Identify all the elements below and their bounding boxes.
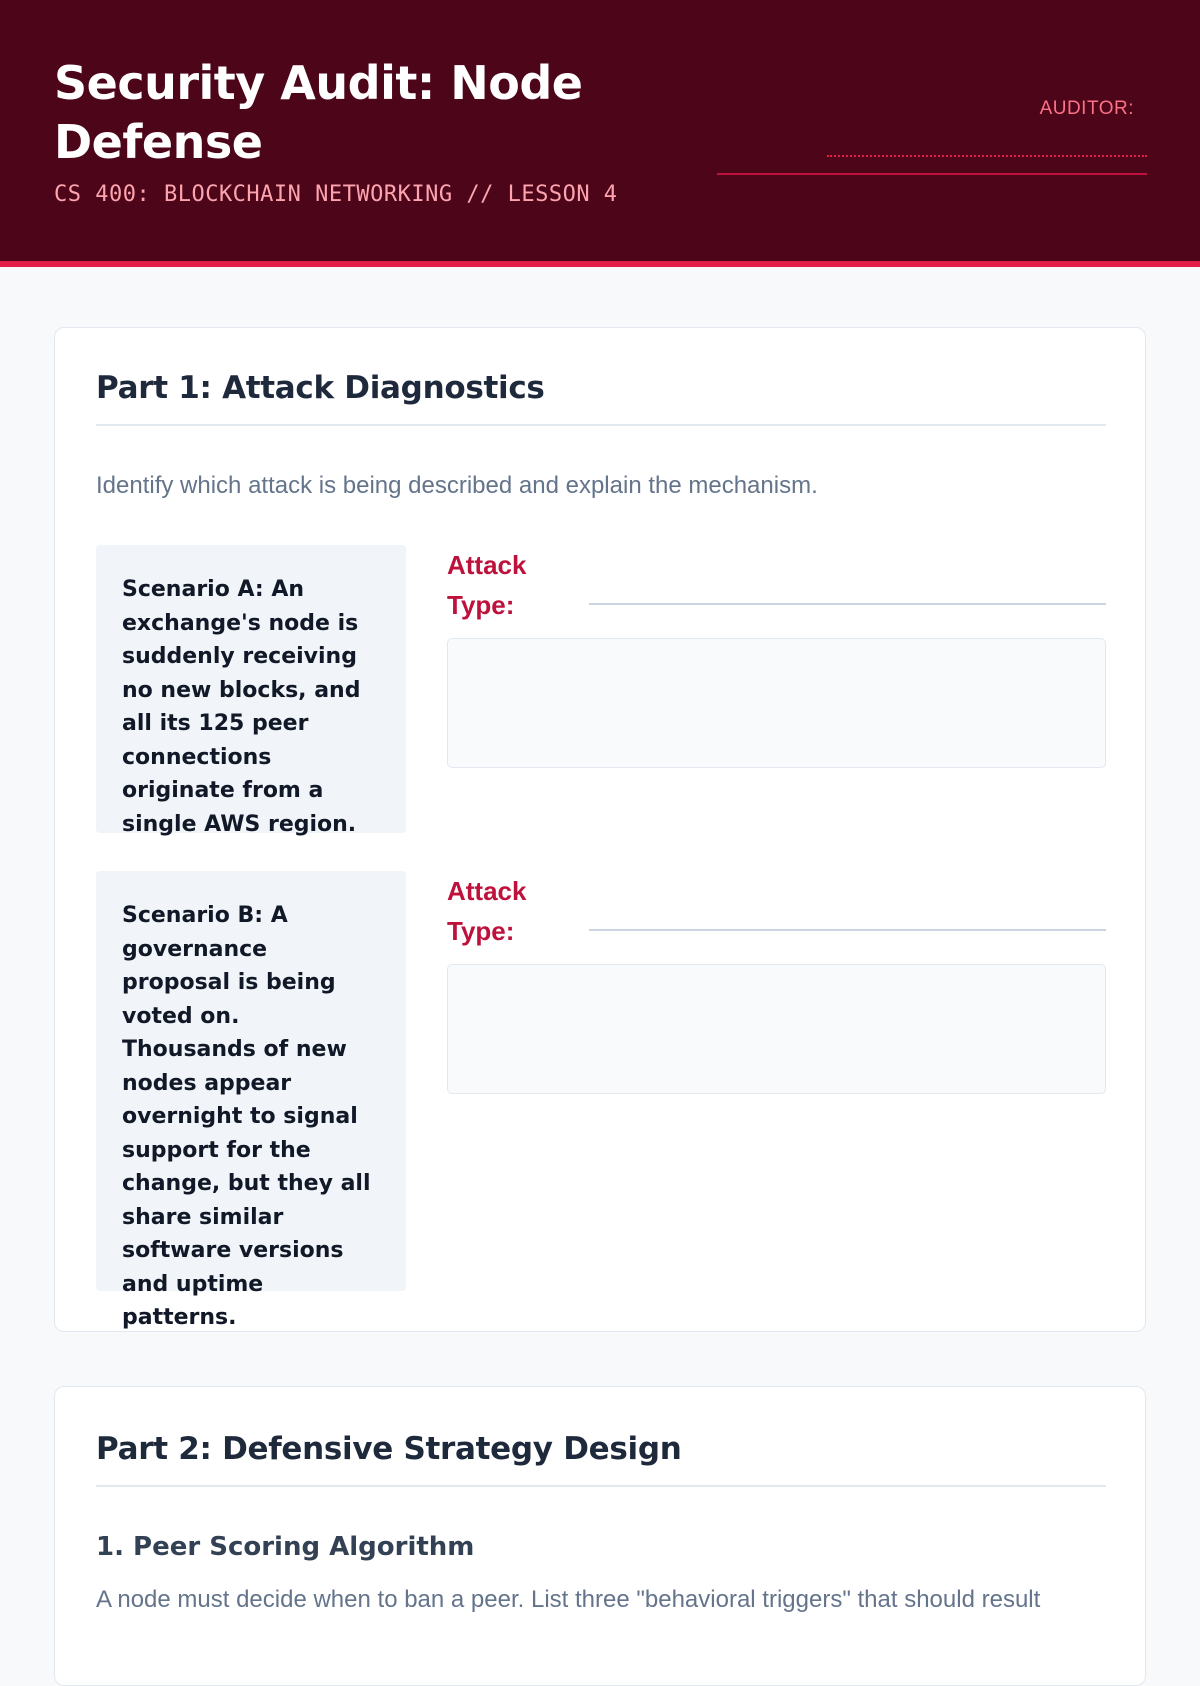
part1-title: Part 1: Attack Diagnostics	[96, 370, 1106, 426]
worksheet-header	[0, 0, 1200, 267]
part1-card	[54, 327, 1146, 1332]
scenario-a-text: Scenario A: An exchange's node is suddenly receiving no new blocks, and all its 125 peer connections originate from a single AWS region.	[96, 545, 406, 833]
header-divider-line	[717, 173, 1147, 175]
scenario-b-attack-label: Attack Type:	[447, 876, 527, 946]
part2-title: Part 2: Defensive Strategy Design	[96, 1431, 1106, 1487]
scenario-b-attack-type-field[interactable]	[589, 929, 1106, 931]
page-title: Security Audit: Node Defense	[54, 56, 583, 169]
course-subtitle: CS 400: BLOCKCHAIN NETWORKING // LESSON 4	[54, 182, 618, 207]
part1-instructions: Identify which attack is being described and explain the mechanism.	[96, 472, 818, 499]
auditor-label: AUDITOR:	[1039, 98, 1134, 119]
scenario-b-explanation-box[interactable]	[447, 964, 1106, 1094]
scenario-a-attack-type-field[interactable]	[589, 603, 1106, 605]
scenario-a-attack-label: Attack Type:	[447, 550, 527, 620]
auditor-name-field[interactable]	[827, 155, 1147, 157]
peer-scoring-description: A node must decide when to ban a peer. List three "behavioral triggers" that should result	[96, 1586, 1041, 1613]
peer-scoring-heading: 1. Peer Scoring Algorithm	[96, 1532, 475, 1562]
part2-card	[54, 1386, 1146, 1686]
scenario-b-text: Scenario B: A governance proposal is being voted on. Thousands of new nodes appear overnight to signal support for the change, but they all share similar software versions and uptime patterns.	[96, 871, 406, 1291]
scenario-a-explanation-box[interactable]	[447, 638, 1106, 768]
